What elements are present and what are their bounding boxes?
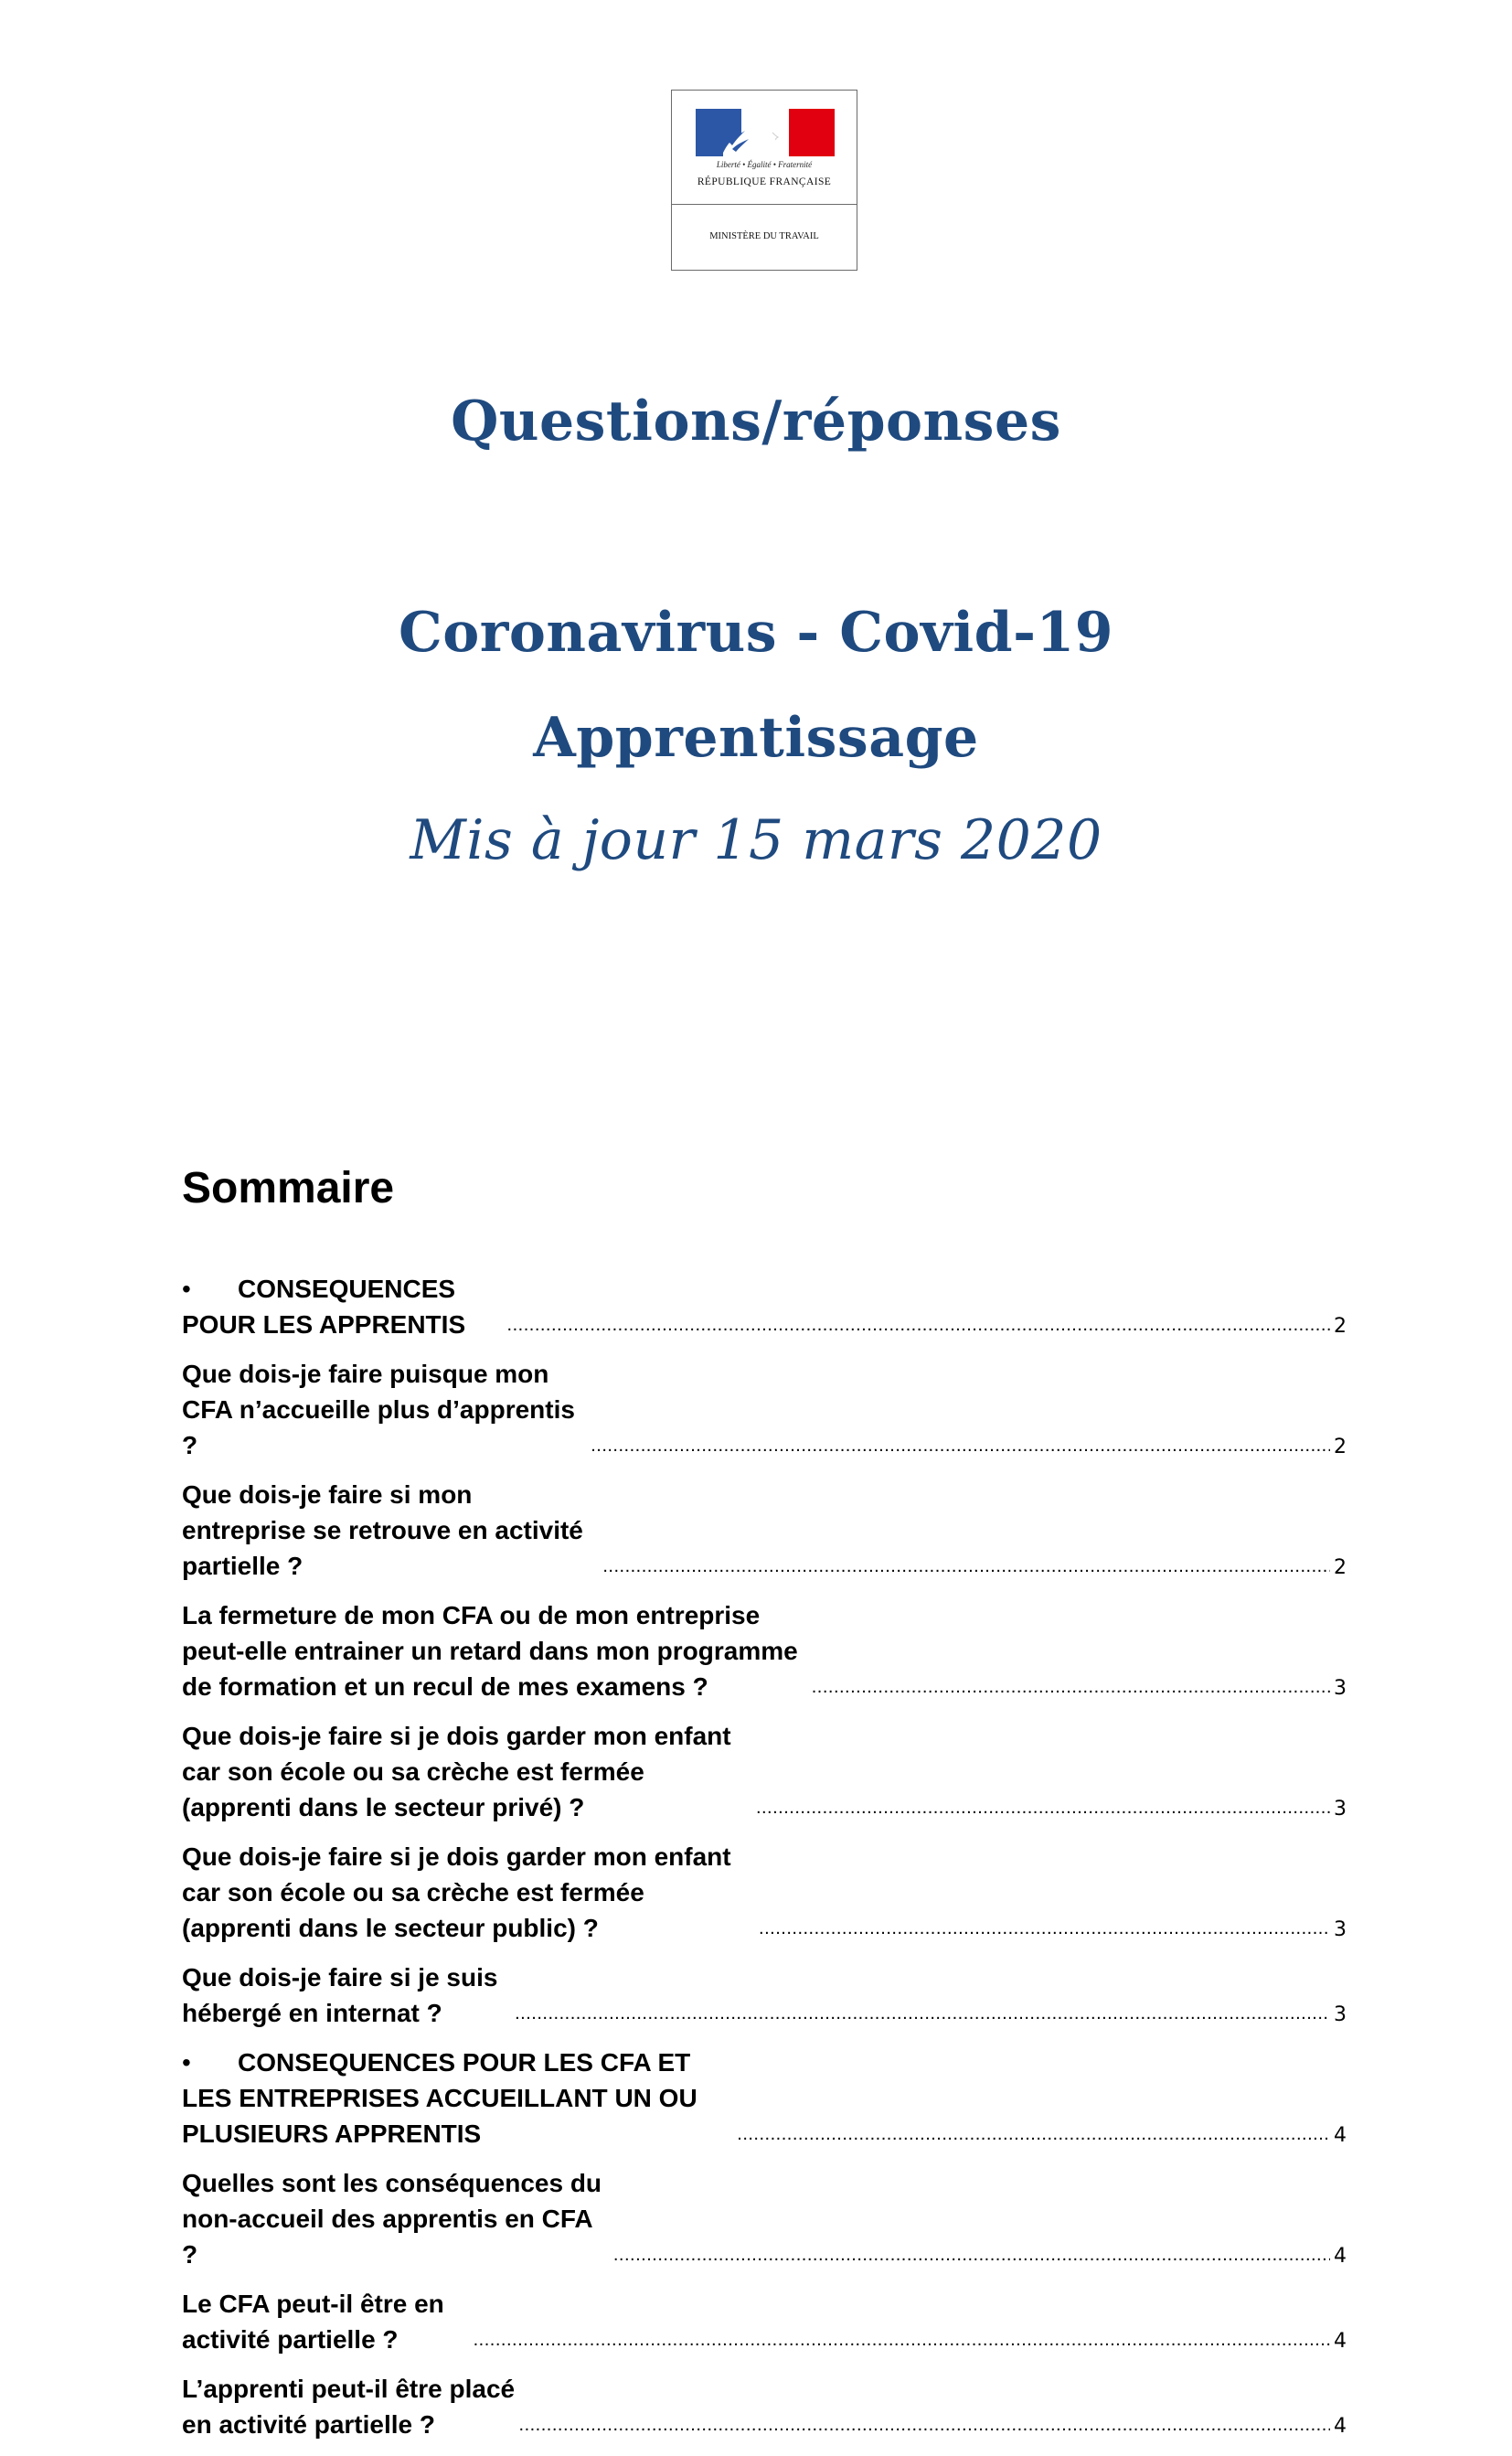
logo-motto: Liberté • Égalité • Fraternité — [716, 160, 813, 169]
toc-entry-text: CONSEQUENCES POUR LES CFA ET LES ENTREPRISES ACCUEILLANT UN OU PLUSIEURS APPRENTIS — [182, 2048, 697, 2148]
bullet-icon: • — [182, 2048, 191, 2077]
toc-entry-text: Que dois-je faire si je dois garder mon enfant car son école ou sa crèche est fermée (apprenti dans le secteur privé) ? — [182, 1722, 731, 1821]
dot-leader — [737, 2122, 1330, 2146]
toc-entry-text: Que dois-je faire si je suis hébergé en internat ? — [182, 1963, 498, 2027]
toc-page-number: 2 — [1334, 1556, 1347, 1579]
marianne-flag-icon — [696, 109, 835, 156]
toc-entry-garde-enfant-prive[interactable] — [182, 1718, 1347, 1825]
toc-entry-retard-formation[interactable] — [182, 1597, 1347, 1704]
toc-entry-text: Que dois-je faire si mon entreprise se retrouve en activité partielle ? — [182, 1480, 583, 1580]
toc-entry-non-accueil[interactable] — [182, 2165, 1347, 2272]
toc-page-number: 3 — [1334, 2003, 1347, 2026]
toc-page-number: 4 — [1334, 2124, 1347, 2147]
toc-page-number: 3 — [1334, 1677, 1347, 1700]
toc-page-number: 3 — [1334, 1798, 1347, 1821]
toc-entry-text: CONSEQUENCES POUR LES APPRENTIS — [182, 1275, 466, 1339]
toc-page-number: 4 — [1334, 2245, 1347, 2268]
toc-entry-internat[interactable] — [182, 1959, 1347, 2031]
page-title: Questions/réponses — [451, 390, 1061, 454]
toc-page-number: 3 — [1334, 1918, 1347, 1941]
toc-entry-text: Que dois-je faire si je dois garder mon enfant car son école ou sa crèche est fermée (apprenti dans le secteur public) ? — [182, 1842, 731, 1942]
toc-entry-text: Le CFA peut-il être en activité partielle ? — [182, 2290, 444, 2354]
toc-entry-text: L’apprenti peut-il être placé en activité partielle ? — [182, 2375, 516, 2439]
logo-republique-francaise: RÉPUBLIQUE FRANÇAISE — [697, 176, 832, 187]
toc-entry-cfa-activite-partielle[interactable] — [182, 2286, 1347, 2357]
update-date: Mis à jour 15 mars 2020 — [410, 808, 1102, 872]
toc-page-number: 2 — [1334, 1315, 1347, 1338]
toc-entry-garde-enfant-public[interactable] — [182, 1839, 1347, 1946]
toc-entry-text: La fermeture de mon CFA ou de mon entreprise peut-elle entrainer un retard dans mon programme de formation et un recul de mes examens ? — [182, 1601, 798, 1701]
toc-entry-cfa-entreprises-section[interactable] — [182, 2045, 1347, 2152]
dot-leader — [759, 1917, 1330, 1940]
dot-leader — [507, 1313, 1330, 1337]
toc-entry-apprenti-activite-partielle[interactable] — [182, 2371, 1347, 2442]
republique-francaise-logo — [671, 90, 857, 271]
toc-entry-text: Que dois-je faire puisque mon CFA n’accueille plus d’apprentis ? — [182, 1360, 575, 1459]
toc-page-number: 2 — [1334, 1436, 1347, 1458]
dot-leader — [591, 1434, 1330, 1458]
logo-ministry: MINISTÈRE DU TRAVAIL — [709, 231, 819, 241]
dot-leader — [602, 1554, 1330, 1578]
dot-leader — [515, 2002, 1330, 2025]
dot-leader — [812, 1675, 1330, 1699]
toc-entry-cfa-closed[interactable] — [182, 1356, 1347, 1463]
toc-page-number: 4 — [1334, 2415, 1347, 2438]
subject-title: Coronavirus - Covid-19 — [398, 601, 1114, 665]
dot-leader — [474, 2328, 1330, 2352]
toc-entry-apprentis-section[interactable] — [182, 1271, 1347, 1342]
toc-entry-text: Quelles sont les conséquences du non-accueil des apprentis en CFA ? — [182, 2169, 602, 2269]
sommaire-heading: Sommaire — [182, 1164, 395, 1212]
table-of-contents — [182, 1271, 1347, 2456]
dot-leader — [519, 2413, 1330, 2437]
dot-leader — [756, 1796, 1330, 1820]
dot-leader — [613, 2243, 1330, 2267]
toc-page-number: 4 — [1334, 2330, 1347, 2353]
bullet-icon: • — [182, 1275, 191, 1303]
topic-title: Apprentissage — [533, 706, 979, 770]
logo-divider — [672, 204, 857, 205]
toc-entry-activite-partielle[interactable] — [182, 1477, 1347, 1584]
